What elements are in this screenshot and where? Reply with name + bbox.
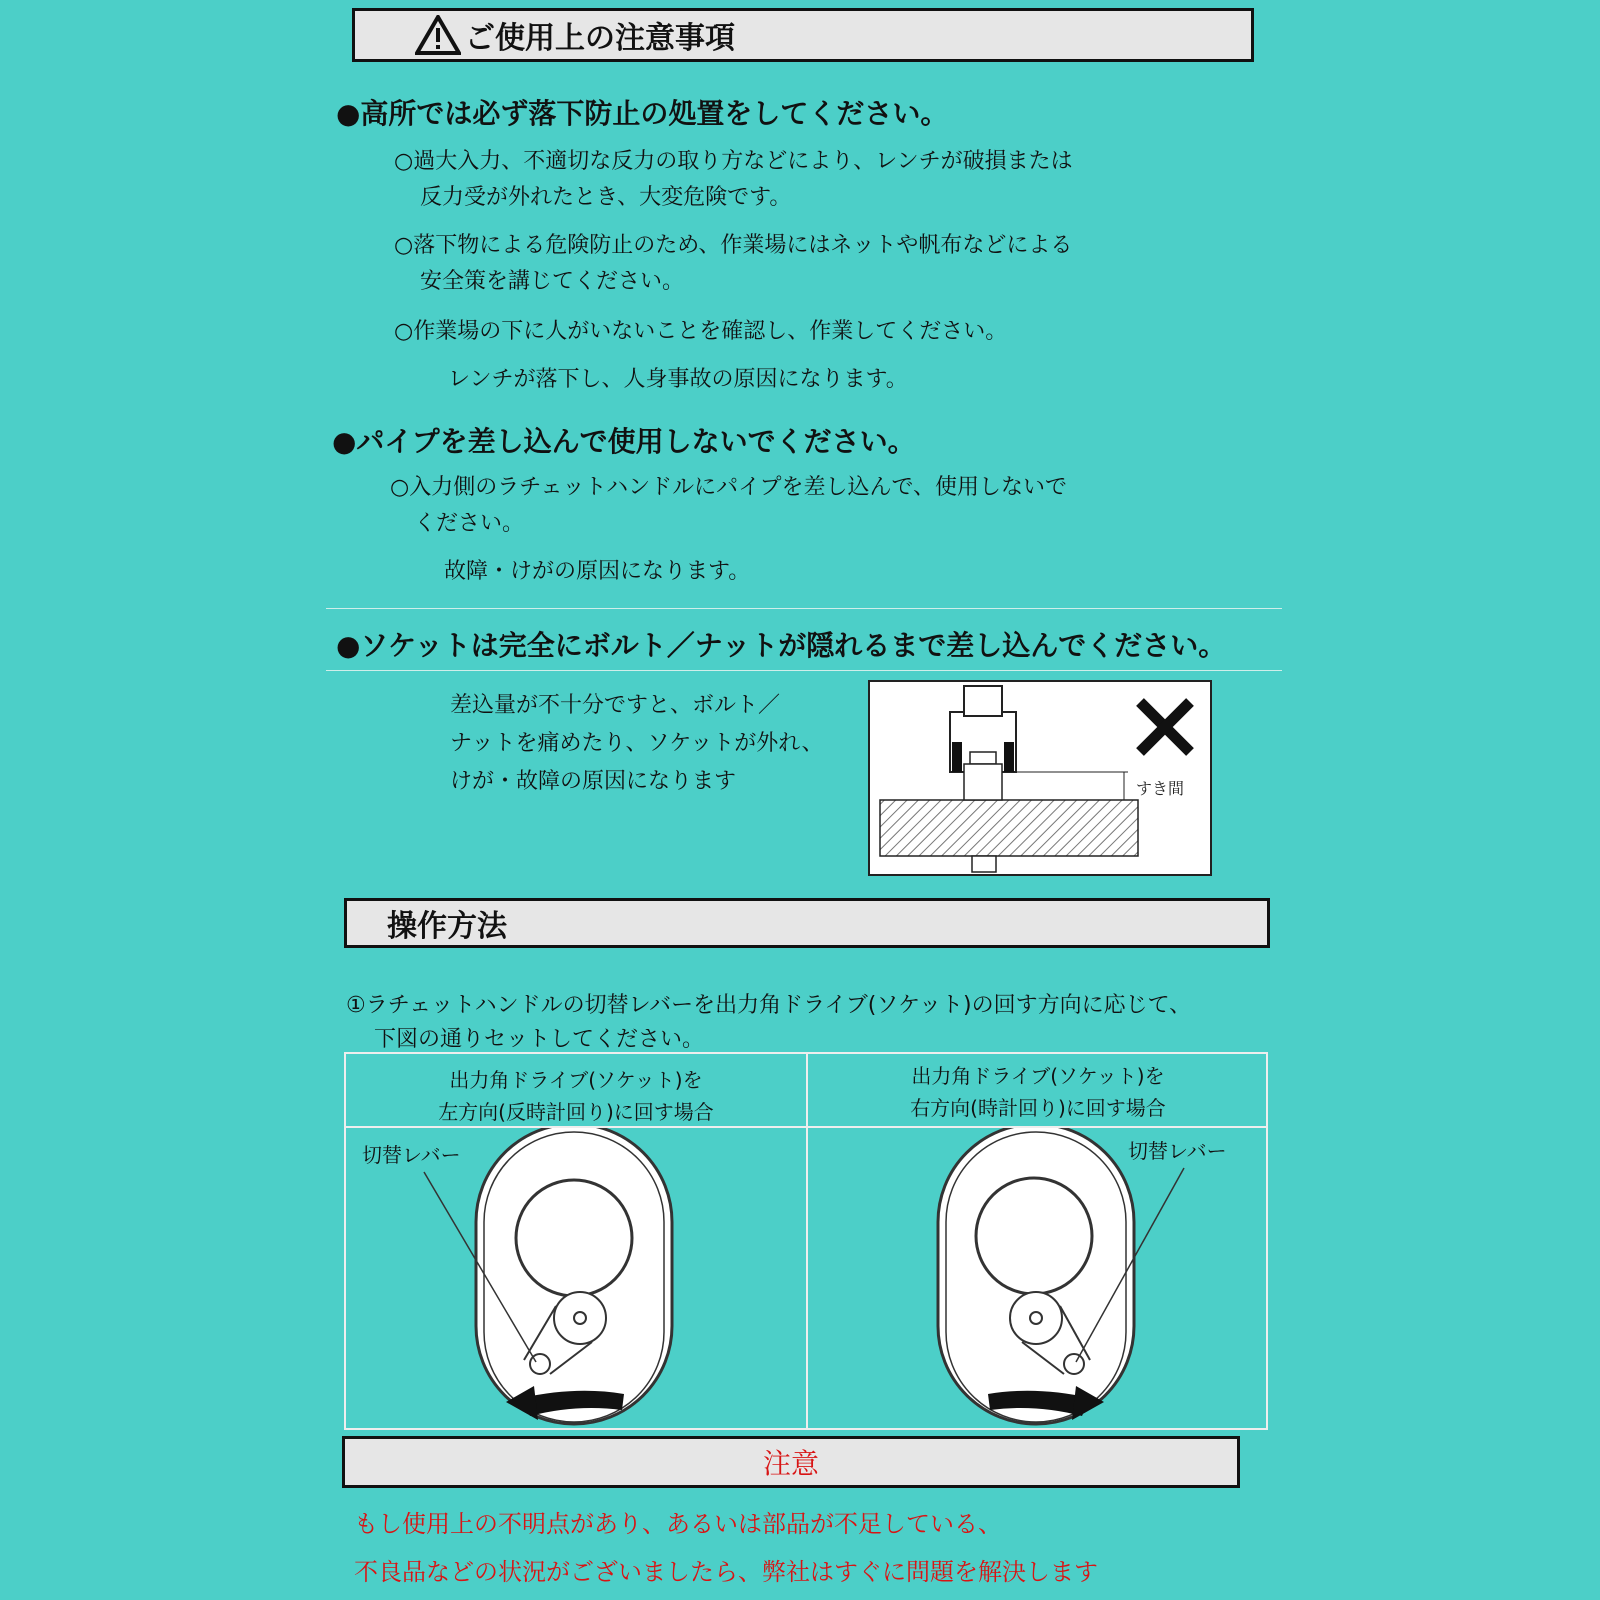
lever-label: 切替レバー [1128,1139,1227,1163]
operation-title: 操作方法 [387,909,507,944]
precaution-line: レンチが落下し、人身事故の原因になります。 [448,367,908,392]
socket-warning-line: 差込量が不十分ですと、ボルト／ [450,693,781,718]
operation-step-line: 下図の通りセットしてください。 [374,1027,705,1052]
precaution-line: 故障・けがの原因になります。 [444,559,751,584]
precautions-title: ご使用上の注意事項 [465,21,735,56]
notice-line: 不良品などの状況がございましたら、弊社はすぐに問題を解決します [354,1558,1098,1586]
notice-line: もし使用上の不明点があり、あるいは部品が不足している、 [354,1510,1002,1538]
operation-header [344,898,1270,948]
lever-label: 切替レバー [362,1143,461,1167]
precaution-line: ○作業場の下に人がいないことを確認し、作業してください。 [394,319,1008,344]
left-header-line: 出力角ドライブ(ソケット)を [449,1068,703,1092]
notice-header [342,1436,1240,1488]
ratchet-diagram-counterclockwise [346,1128,802,1428]
left-header-line: 左方向(反時計回り)に回す場合 [438,1100,714,1124]
precaution-line: 反力受が外れたとき、大変危険です。 [420,185,792,210]
ratchet-diagram-clockwise [808,1128,1264,1428]
socket-warning-line: けが・故障の原因になります [450,769,737,794]
section-heading-socket: ●ソケットは完全にボルト／ナットが隠れるまで差し込んでください。 [336,629,1227,662]
socket-insertion-diagram [868,680,1212,876]
precaution-line: 安全策を講じてください。 [420,269,685,294]
precaution-line: ○落下物による危険防止のため、作業場にはネットや帆布などによる [394,233,1073,258]
section-heading-no-pipe: ●パイプを差し込んで使用しないでください。 [332,425,916,458]
right-header-line: 出力角ドライブ(ソケット)を [911,1064,1165,1088]
socket-warning-line: ナットを痛めたり、ソケットが外れ、 [450,731,824,756]
precautions-header [352,8,1254,62]
divider [326,670,1282,671]
right-header-line: 右方向(時計回り)に回す場合 [910,1096,1166,1120]
divider [326,608,1282,609]
gap-label: すき間 [1136,779,1185,798]
precaution-line: ください。 [414,511,525,536]
precaution-line: ○過大入力、不適切な反力の取り方などにより、レンチが破損または [394,149,1073,174]
operation-step-line: ①ラチェットハンドルの切替レバーを出力角ドライブ(ソケット)の回す方向に応じて、 [346,993,1192,1018]
precaution-line: ○入力側のラチェットハンドルにパイプを差し込んで、使用しないで [390,475,1067,500]
notice-title: 注意 [762,1447,819,1480]
warning-icon [415,15,461,55]
section-heading-fall-prevention: ●高所では必ず落下防止の処置をしてください。 [336,97,949,130]
